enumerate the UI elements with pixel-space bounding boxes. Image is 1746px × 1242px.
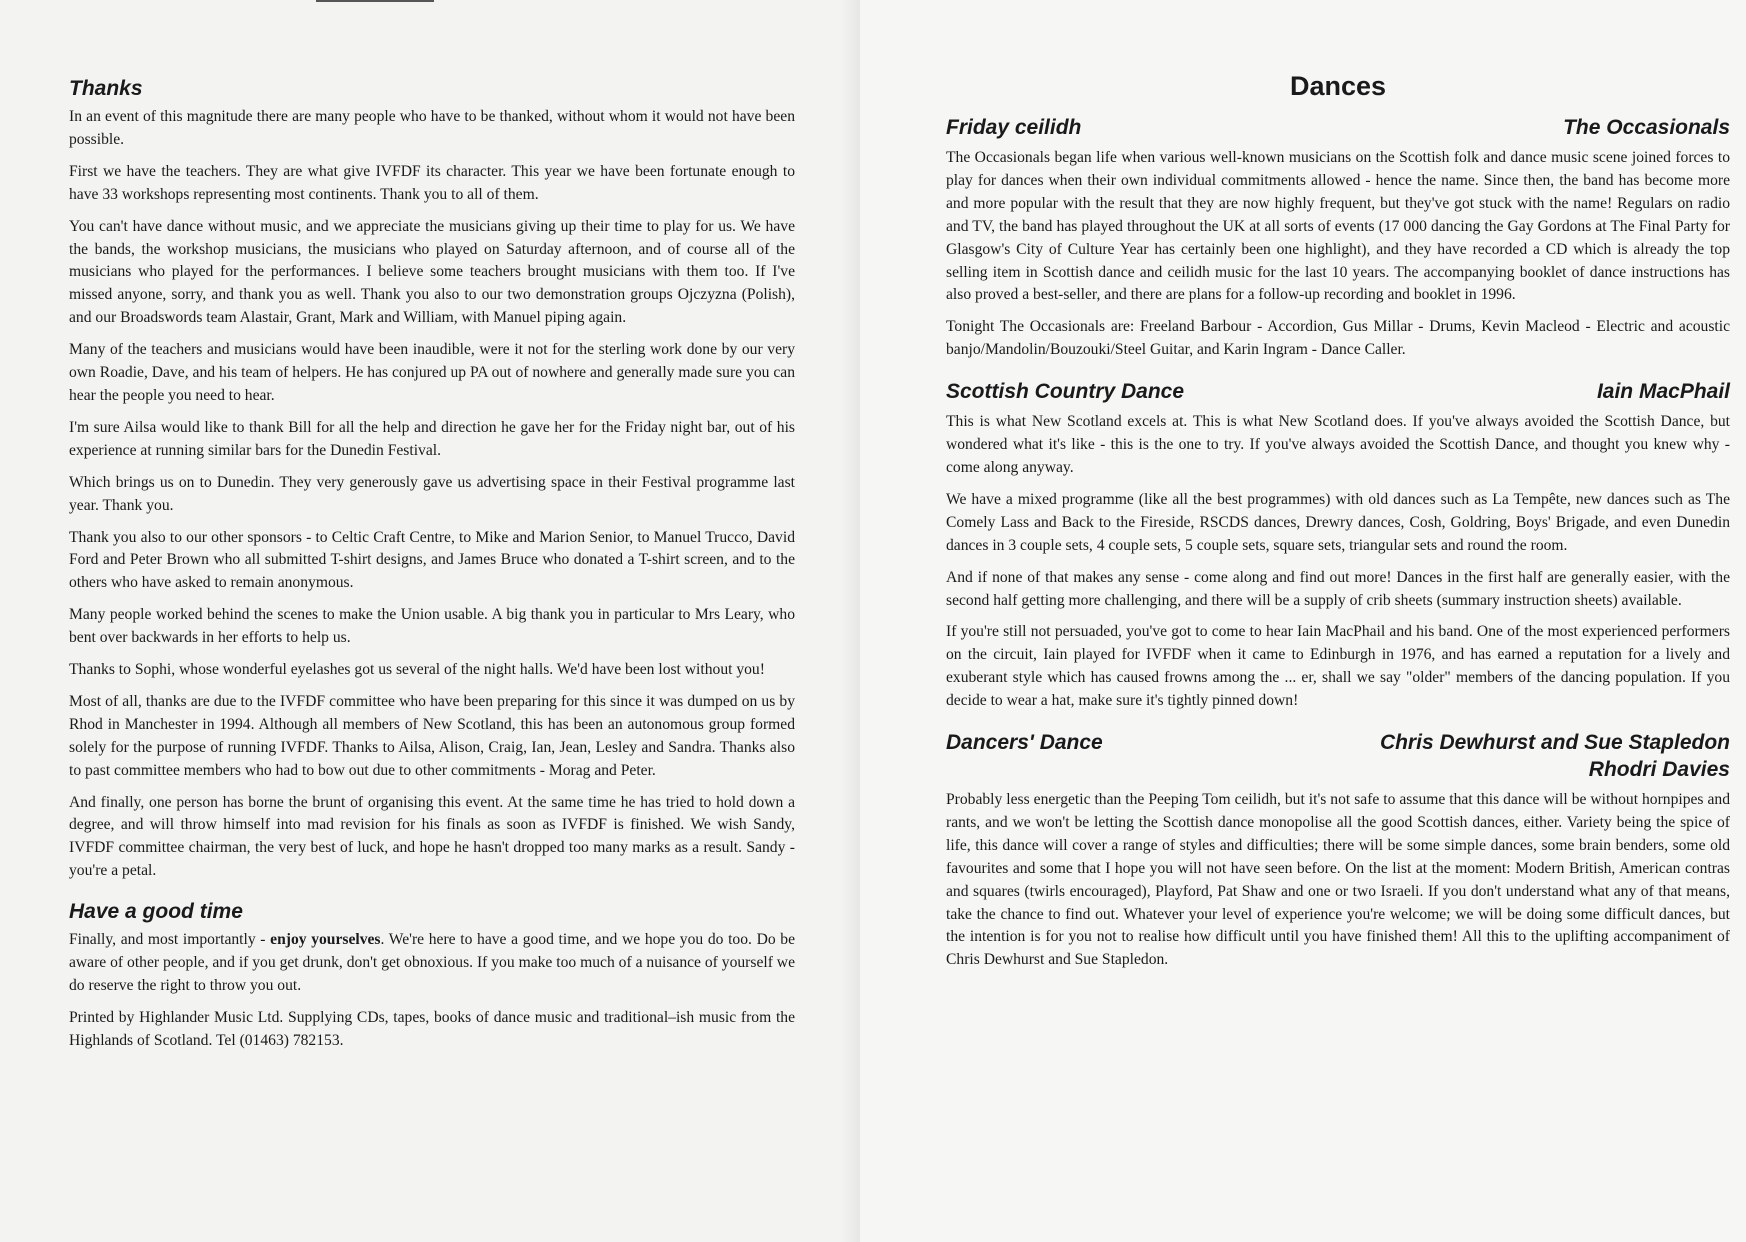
thanks-paragraph: First we have the teachers. They are what give IVFDF its character. This year we have been fortunate enough to have 33 workshops representing most continents. Thank you to all of them. [69, 162, 795, 203]
right-page [860, 0, 1746, 1242]
thanks-paragraph: And finally, one person has borne the brunt of organising this event. At the same time he has tried to hold down a degree, and will throw himself into mad revision for his finals as soon as IVFDF is finished. We wish Sandy, IVFDF committee chairman, the very best of luck, and hope he hasn't dropped too many marks as a result. Sandy - you're a petal. [69, 793, 795, 880]
performer-name: Iain MacPhail [1596, 380, 1730, 404]
dances-title: Dances [1289, 71, 1387, 101]
thanks-paragraph: Many people worked behind the scenes to make the Union usable. A big thank you in particular to Mrs Leary, who bent over backwards in her efforts to help us. [69, 606, 795, 647]
performer-names [1380, 729, 1730, 783]
event-name: Friday ceilidh [946, 116, 1082, 139]
event-name: Dancers' Dance [946, 731, 1103, 755]
thanks-paragraph: I'm sure Ailsa would like to thank Bill for all the help and direction he gave her for the Friday night bar, out of his experience at running similar bars for the Dunedin Festival. [69, 418, 795, 459]
right-column [946, 70, 1730, 972]
thanks-paragraph: You can't have dance without music, and we appreciate the musicians giving up their time to play for us. We have the bands, the workshop musicians, the musicians who played on Saturday afternoon, and of course all of the musicians who played for the performances. I believe some teachers brought musicians with them too. If I've missed anyone, sorry, and thank you as well. Thank you also to our two demonstration groups Ojczyzna (Polish), and our Broadswords team Alastair, Grant, Mark and William, with Manuel piping again. [69, 217, 795, 327]
thanks-paragraph: Most of all, thanks are due to the IVFDF committee who have been preparing for this since it was dumped on us by Rhod in Manchester in 1994. Although all members of New Scotland, this has been an autonomous group formed solely for the purpose of running IVFDF. Thanks to Ailsa, Alison, Craig, Ian, Jean, Lesley and Sandra. Thanks also to past committee members who had to bow out due to other commitments - Morag and Peter. [69, 692, 795, 779]
left-page [0, 0, 860, 1242]
section-paragraph: If you're still not persuaded, you've got to come to hear Iain MacPhail and his band. One of the most experienced performers on the circuit, Iain played for IVFDF when it came to Edinburgh in 1976, and has earned a reputation for a lively and exuberant style which has caused frowns among the ... er, shall we say "older" members of the dancing population. If you decide to wear a hat, make sure it's tightly pinned down! [946, 623, 1730, 710]
thanks-paragraph: Thanks to Sophi, whose wonderful eyelashes got us several of the night halls. We'd have been lost without you! [69, 661, 765, 679]
performer-name: The Occasionals [1563, 116, 1730, 139]
section-paragraph: The Occasionals began life when various well-known musicians on the Scottish folk and dance music scene joined forces to play for dances when their own individual commitments allowed - hence the name. Since then, the band has become more and more popular with the result that they are now highly frequent, but they've got stuck with the name! Regulars on radio and TV, the band has played throughout the UK at all sorts of events (17 000 dancing the Gay Gordons at The Final Party for Glasgow's City of Culture Year has certainly been one highlight), and they have recorded a CD which is already the top selling item in Scottish dance and ceilidh music for the last 10 years. The accompanying booklet of dance instructions has also proved a best-seller, and there are plans for a follow-up recording and booklet in 1996. [946, 149, 1730, 304]
enjoy-yourselves-emphasis: enjoy yourselves [270, 931, 381, 949]
printer-credit: Printed by Highlander Music Ltd. Supplying CDs, tapes, books of dance music and traditional–ish music from the Highlands of Scotland. Tel (01463) 782153. [69, 1008, 795, 1049]
section-header-dancers-dance [946, 729, 1730, 783]
thanks-paragraph: Many of the teachers and musicians would have been inaudible, were it not for the sterling work done by our very own Roadie, Dave, and his team of helpers. He has conjured up PA out of nowhere and generally made sure you can hear the people you need to hear. [69, 341, 795, 404]
thanks-body [69, 106, 795, 883]
good-time-text-end: . We're here to have a good time, and we hope you do too. Do be aware of other people, and if you get drunk, don't get obnoxious. If you make too much of a nuisance of yourself we do reserve the right to throw you out. [69, 931, 796, 994]
thanks-heading: Thanks [69, 77, 143, 100]
section-paragraph: Probably less energetic than the Peeping Tom ceilidh, but it's not safe to assume that this dance will be without hornpipes and rants, and we won't be letting the Scottish dance monopolise all the good Scottish dances, either. Variety being the spice of life, this dance will cover a range of styles and difficulties; there will be some simple dances, some brain benders, some old favourites and some that I hope you will not have seen before. On the list at the moment: Modern British, American contras and squares (twirls encouraged), Playford, Pat Shaw and one or two Israeli. If you don't understand what any of that means, take the chance to find out. Whatever your level of experience you're welcome; we will be doing some difficult dances, but the intention is for you not to realise how difficult until you have finished them! All this to the uplifting accompaniment of Chris Dewhurst and Sue Stapledon. [946, 791, 1730, 969]
performer-name: Chris Dewhurst and Sue Stapledon [1379, 731, 1730, 755]
thanks-paragraph: Which brings us on to Dunedin. They very generously gave us advertising space in their Festival programme last year. Thank you. [69, 473, 795, 514]
section-paragraph: This is what New Scotland excels at. This is what New Scotland does. If you've always avoided the Scottish Dance, but wondered what it's like - this is the one to try. If you've always avoided the Scottish Dance, and thought you knew why - come along anyway. [946, 413, 1730, 476]
section-paragraph: We have a mixed programme (like all the best programmes) with old dances such as La Tempête, new dances such as The Comely Lass and Back to the Fireside, RSCDS dances, Drewry dances, Cosh, Goldring, Boys' Brigade, and even Dunedin dances in 3 couple sets, 4 couple sets, 5 couple sets, square sets, triangular sets and round the room. [946, 490, 1730, 554]
section-paragraph: Tonight The Occasionals are: Freeland Barbour - Accordion, Gus Millar - Drums, Kevin Macleod - Electric and acoustic banjo/Mandolin/Bouzouki/Steel Guitar, and Karin Ingram - Dance Caller. [946, 318, 1730, 359]
thanks-paragraph: Thank you also to our other sponsors - to Celtic Craft Centre, to Mike and Marion Senior, to Manuel Trucco, David Ford and Peter Brown who all submitted T-shirt designs, and James Bruce who donated a T-shirt screen, and to the others who have asked to remain anonymous. [69, 528, 795, 592]
thanks-paragraph: In an event of this magnitude there are many people who have to be thanked, without whom it would not have been possible. [69, 108, 795, 148]
section-header-friday-ceilidh [946, 114, 1730, 141]
section-paragraph: And if none of that makes any sense - come along and find out more! Dances in the first half are generally easier, with the second half getting more challenging, and there will be a supply of crib sheets (summary instruction sheets) available. [946, 568, 1730, 609]
section-header-scottish-country-dance [946, 378, 1730, 405]
good-time-heading: Have a good time [69, 900, 243, 924]
good-time-text-start: Finally, and most importantly - [69, 931, 271, 949]
event-name: Scottish Country Dance [946, 380, 1185, 404]
left-column [69, 76, 795, 1053]
good-time-paragraph [69, 929, 795, 998]
performer-name-second: Rhodri Davies [1588, 758, 1730, 782]
